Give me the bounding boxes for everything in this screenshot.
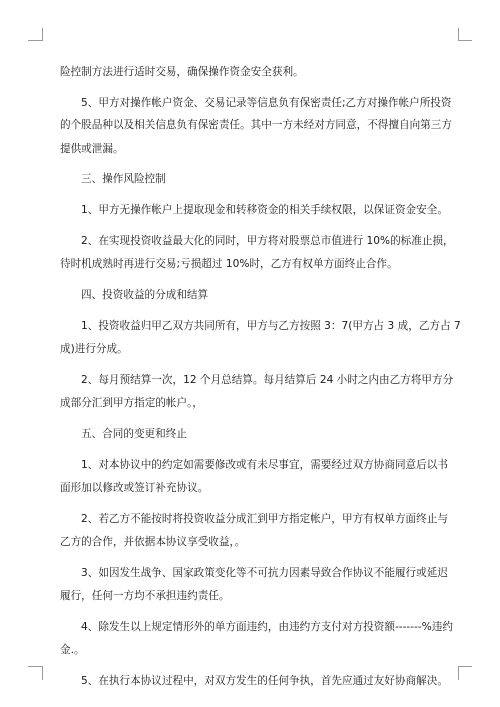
- crop-mark-bottom-left-h: [28, 666, 42, 667]
- section-heading: 五、合同的变更和终止: [81, 428, 187, 440]
- text-line: 提供或泄漏。: [60, 143, 124, 155]
- text-line: 成部分汇到甲方指定的帐户。，: [60, 397, 204, 409]
- crop-mark-bottom-right-v: [458, 666, 459, 680]
- crop-mark-top-left-h: [28, 40, 42, 41]
- text-line: 1、甲方无操作帐户上提取现金和转移资金的相关手续权限，以保证资金安全。: [81, 204, 448, 216]
- crop-mark-bottom-left-v: [42, 666, 43, 680]
- text-line: 2、每月预结算一次，12 个月总结算。每月结算后 24 小时之内由乙方将甲方分: [81, 374, 454, 386]
- text-line: 2、在实现投资收益最大化的同时，甲方将对股票总市值进行 10%的标准止损，: [81, 235, 454, 247]
- section-heading: 四、投资收益的分成和结算: [81, 289, 209, 301]
- text-line: 1、投资收益归甲乙双方共同所有，甲方与乙方按照 3：7(甲方占 3 成，乙方占 7: [81, 320, 461, 332]
- text-line: 5、甲方对操作帐户资金、交易记录等信息负有保密责任;乙方对操作帐户所投资: [81, 97, 452, 109]
- text-line: 面形加以修改或签订补充协议。: [60, 482, 209, 494]
- section-heading: 三、操作风险控制: [81, 173, 166, 185]
- text-line: 乙方的合作，并依据本协议享受收益，。: [60, 536, 246, 548]
- text-line: 险控制方法进行适时交易，确保操作资金安全获利。: [60, 66, 304, 78]
- text-line: 5、在执行本协议过程中，对双方发生的任何争执，首先应通过友好协商解决。: [81, 675, 448, 687]
- crop-mark-bottom-right-h: [458, 666, 472, 667]
- text-line: 4、除发生以上规定情形外的单方面违约，由违约方支付对方投资额-------%违约: [81, 621, 453, 633]
- text-line: 待时机成熟时再进行交易;亏损超过 10%时，乙方有权单方面终止合作。: [60, 258, 398, 270]
- text-line: 成)进行分成。: [60, 343, 128, 355]
- text-line: 2、若乙方不能按时将投资收益分成汇到甲方指定帐户，甲方有权单方面终止与: [81, 513, 448, 525]
- text-line: 1、对本协议中的约定如需要修改或有未尽事宜，需要经过双方协商同意后以书: [81, 459, 448, 471]
- crop-mark-top-right-v: [458, 28, 459, 41]
- text-line: 履行，任何一方均不承担违约责任。: [60, 590, 230, 602]
- crop-mark-top-left-v: [42, 28, 43, 41]
- text-line: 金.。: [60, 644, 85, 656]
- crop-mark-top-right-h: [458, 40, 472, 41]
- text-line: 的个股品种以及相关信息负有保密责任。其中一方未经对方同意，不得擅自向第三方: [60, 119, 452, 131]
- text-line: 3、如因发生战争、国家政策变化等不可抗力因素导致合作协议不能履行或延迟: [81, 567, 448, 579]
